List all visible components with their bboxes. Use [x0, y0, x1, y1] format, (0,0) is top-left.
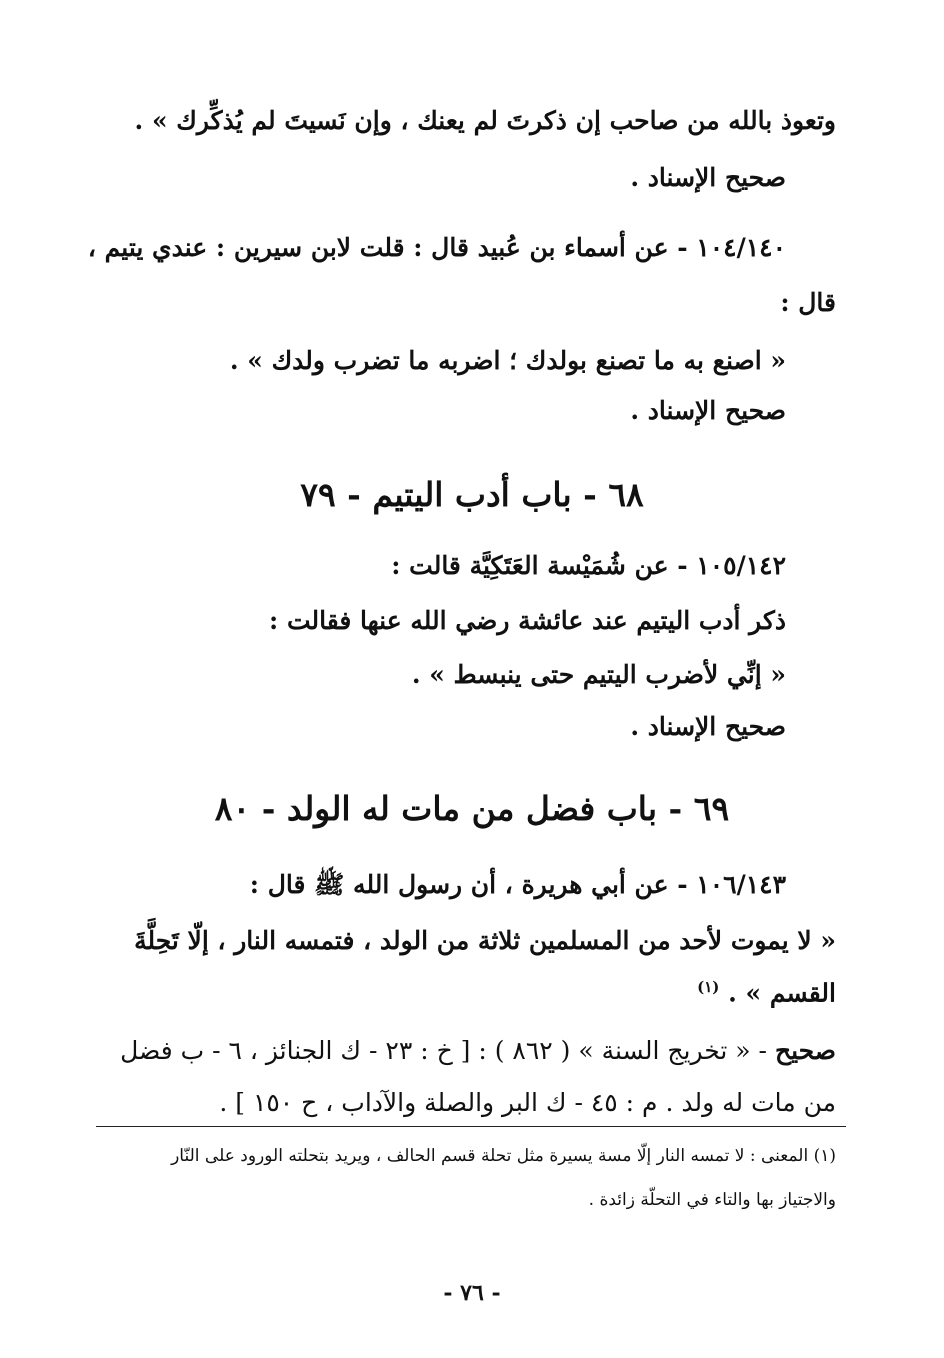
- hadith-104-quote: « اصنع به ما تصنع بولدك ؛ اضربه ما تضرب ولدك » .: [229, 346, 786, 375]
- page-number: - ٧٦ -: [443, 1280, 501, 1306]
- hadith-106-quote: « لا يموت لأحد من المسلمين ثلاثة من الولد ، فتمسه النار ، إلّا تَحِلَّةَ: [134, 926, 836, 955]
- hadith-105-header: ١٠٥/١٤٢ - عن شُمَيْسة العَتَكِيَّة قالت :: [391, 551, 786, 580]
- takhrij-line: من مات له ولد . م : ٤٥ - ك البر والصلة والآداب ، ح ١٥٠ ] .: [219, 1088, 836, 1117]
- footnote-line: (١) المعنى : لا تمسه النار إلّا مسة يسيرة مثل تحلة قسم الحالف ، ويريد بتحلته الورود على النّار: [171, 1146, 836, 1166]
- grading-line: صحيح الإسناد .: [630, 163, 786, 192]
- footnote-divider: [96, 1126, 846, 1127]
- hadith-106-header: ١٠٦/١٤٣ - عن أبي هريرة ، أن رسول الله ﷺ قال :: [249, 870, 786, 899]
- quote-end-text: القسم » .: [728, 978, 836, 1008]
- hadith-105-text: ذكر أدب اليتيم عند عائشة رضي الله عنها فقالت :: [269, 606, 786, 635]
- takhrij-grade: صحيح: [774, 1036, 836, 1065]
- chapter-69-heading: ٦٩ - باب فضل من مات له الولد - ٨٠: [214, 789, 730, 828]
- takhrij-line: [120, 1038, 836, 1063]
- footnote-marker: (١): [697, 978, 720, 996]
- grading-line: صحيح الإسناد .: [630, 712, 786, 741]
- takhrij-ref: - « تخريج السنة » ( ٨٦٢ ) : [ خ : ٢٣ - ك الجنائز ، ٦ - ب فضل: [120, 1036, 775, 1065]
- hadith-104-header: ١٠٤/١٤٠ - عن أسماء بن عُبيد قال : قلت لابن سيرين : عندي يتيم ،: [87, 233, 786, 262]
- hadith-106-quote-end: [697, 978, 836, 1008]
- grading-line: صحيح الإسناد .: [630, 396, 786, 425]
- text-line: وتعوذ بالله من صاحب إن ذكرتَ لم يعنك ، وإن نَسيتَ لم يُذكِّرك » .: [134, 106, 836, 135]
- hadith-104-continuation: قال :: [780, 288, 836, 317]
- hadith-105-quote: « إنِّي لأضرب اليتيم حتى ينبسط » .: [411, 660, 786, 689]
- chapter-68-heading: ٦٨ - باب أدب اليتيم - ٧٩: [300, 475, 644, 514]
- footnote-line: والاجتياز بها والتاء في التحلّة زائدة .: [588, 1190, 836, 1210]
